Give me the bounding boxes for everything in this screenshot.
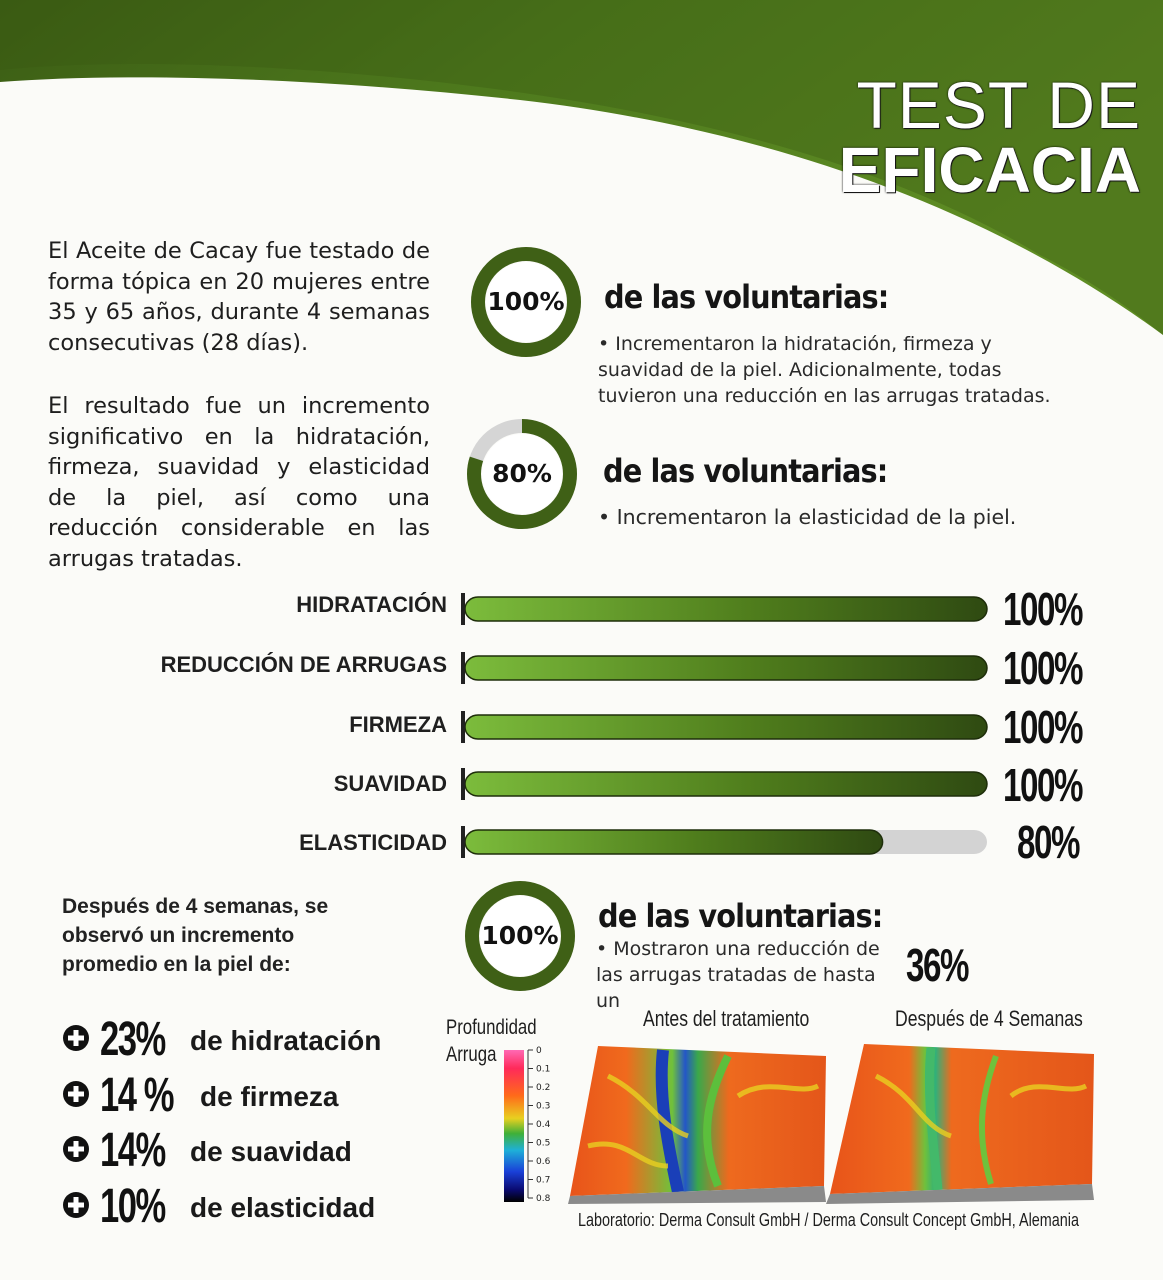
bar-start-tick	[461, 711, 465, 743]
stat-2-percent: 80%	[492, 459, 552, 488]
intro-paragraph-2: El resultado fue un incremento significativo en la hidratación, firmeza, suavidad y elasticidad de la piel, así como una reducción considerable en las arrugas tratadas.	[48, 393, 430, 572]
before-caption: Antes del tratamiento	[643, 1006, 810, 1031]
scale-tick-label: 0.5	[536, 1138, 551, 1149]
plus-icon	[62, 1024, 90, 1052]
scale-title-line-1: Profundidad	[446, 1016, 537, 1039]
increase-value: 14 %	[100, 1069, 174, 1122]
stat-ring-1	[470, 246, 582, 358]
scale-tick-label: 0.1	[536, 1064, 551, 1075]
bar-label-firmeza: FIRMEZA	[349, 712, 447, 737]
bar-reduccion-arrugas	[461, 652, 993, 684]
stat-1-text: • Incrementaron la hidratación, firmeza y suavidad de la piel. Adicionalmente, todas tuvieron una reducción en las arrugas tratadas.	[598, 333, 1051, 407]
after-caption: Después de 4 Semanas	[895, 1006, 1083, 1031]
stat-ring-2	[466, 418, 578, 530]
bar-value-elasticidad: 80%	[1017, 816, 1079, 868]
increase-label: de hidratación	[190, 1025, 382, 1056]
stat-1-heading: de las voluntarias:	[604, 278, 889, 316]
increase-label: de suavidad	[190, 1136, 352, 1167]
bar-start-tick	[461, 768, 465, 800]
bar-fill	[465, 656, 987, 680]
bar-elasticidad	[461, 826, 993, 858]
intro-paragraph-1: El Aceite de Cacay fue testado de forma tópica en 20 mujeres entre 35 y 65 años, durante 4 semanas consecutivas (28 días).	[48, 238, 430, 356]
bar-fill	[465, 772, 987, 796]
stat-3-text: • Mostraron una reducción de las arrugas tratadas de hasta un	[596, 938, 880, 1012]
lab-footer: Laboratorio: Derma Consult GmbH / Derma Consult Concept GmbH, Alemania	[578, 1210, 1080, 1230]
stat-3-heading: de las voluntarias:	[598, 897, 883, 935]
bar-value-firmeza: 100%	[1003, 701, 1082, 753]
increase-value: 14%	[100, 1124, 165, 1177]
plus-icon	[62, 1080, 90, 1108]
stat-1-percent: 100%	[487, 287, 565, 316]
bar-value-suavidad: 100%	[1003, 759, 1082, 811]
increase-value: 23%	[100, 1013, 165, 1066]
bar-start-tick	[461, 593, 465, 625]
depth-color-scale	[500, 1046, 560, 1206]
plus-icon	[62, 1191, 90, 1219]
increase-value: 10%	[100, 1180, 165, 1233]
bar-suavidad	[461, 768, 993, 800]
bar-value-reduccion-arrugas: 100%	[1003, 642, 1082, 694]
title-line-1: TEST DE	[856, 68, 1141, 142]
after-heading: Después de 4 semanas, se observó un incremento promedio en la piel de:	[62, 895, 329, 976]
scale-tick-label: 0	[536, 1046, 542, 1056]
scale-tick-label: 0.4	[536, 1120, 551, 1130]
bar-fill	[465, 830, 883, 854]
stat-3-highlight: 36%	[906, 939, 968, 991]
title-line-2: EFICACIA	[838, 134, 1141, 206]
before-treatment-image	[568, 1036, 830, 1204]
stat-ring-3	[464, 880, 576, 992]
increase-label: de firmeza	[200, 1081, 339, 1112]
after-treatment-image	[826, 1036, 1096, 1204]
bar-firmeza	[461, 711, 993, 743]
scale-tick-label: 0.8	[536, 1194, 551, 1204]
plus-icon	[62, 1135, 90, 1163]
increase-label: de elasticidad	[190, 1192, 376, 1223]
scale-title-line-2: Arruga	[446, 1043, 497, 1066]
scale-tick-label: 0.3	[536, 1101, 551, 1112]
bar-label-hidratacion: HIDRATACIÓN	[296, 592, 447, 617]
scale-tick-label: 0.7	[536, 1175, 551, 1186]
bar-label-suavidad: SUAVIDAD	[333, 771, 447, 796]
bar-label-reduccion-arrugas: REDUCCIÓN DE ARRUGAS	[160, 652, 447, 677]
stat-2-text: • Incrementaron la elasticidad de la piel.	[598, 505, 1017, 529]
bar-label-elasticidad: ELASTICIDAD	[299, 830, 447, 855]
bar-value-hidratacion: 100%	[1003, 583, 1082, 635]
scale-tick-label: 0.2	[536, 1083, 551, 1093]
stat-2-heading: de las voluntarias:	[603, 452, 888, 490]
bar-start-tick	[461, 652, 465, 684]
bar-fill	[465, 597, 987, 621]
scale-tick-label: 0.6	[536, 1157, 551, 1167]
bar-fill	[465, 715, 987, 739]
stat-3-percent: 100%	[481, 921, 559, 950]
bar-hidratacion	[461, 593, 993, 625]
bar-start-tick	[461, 826, 465, 858]
